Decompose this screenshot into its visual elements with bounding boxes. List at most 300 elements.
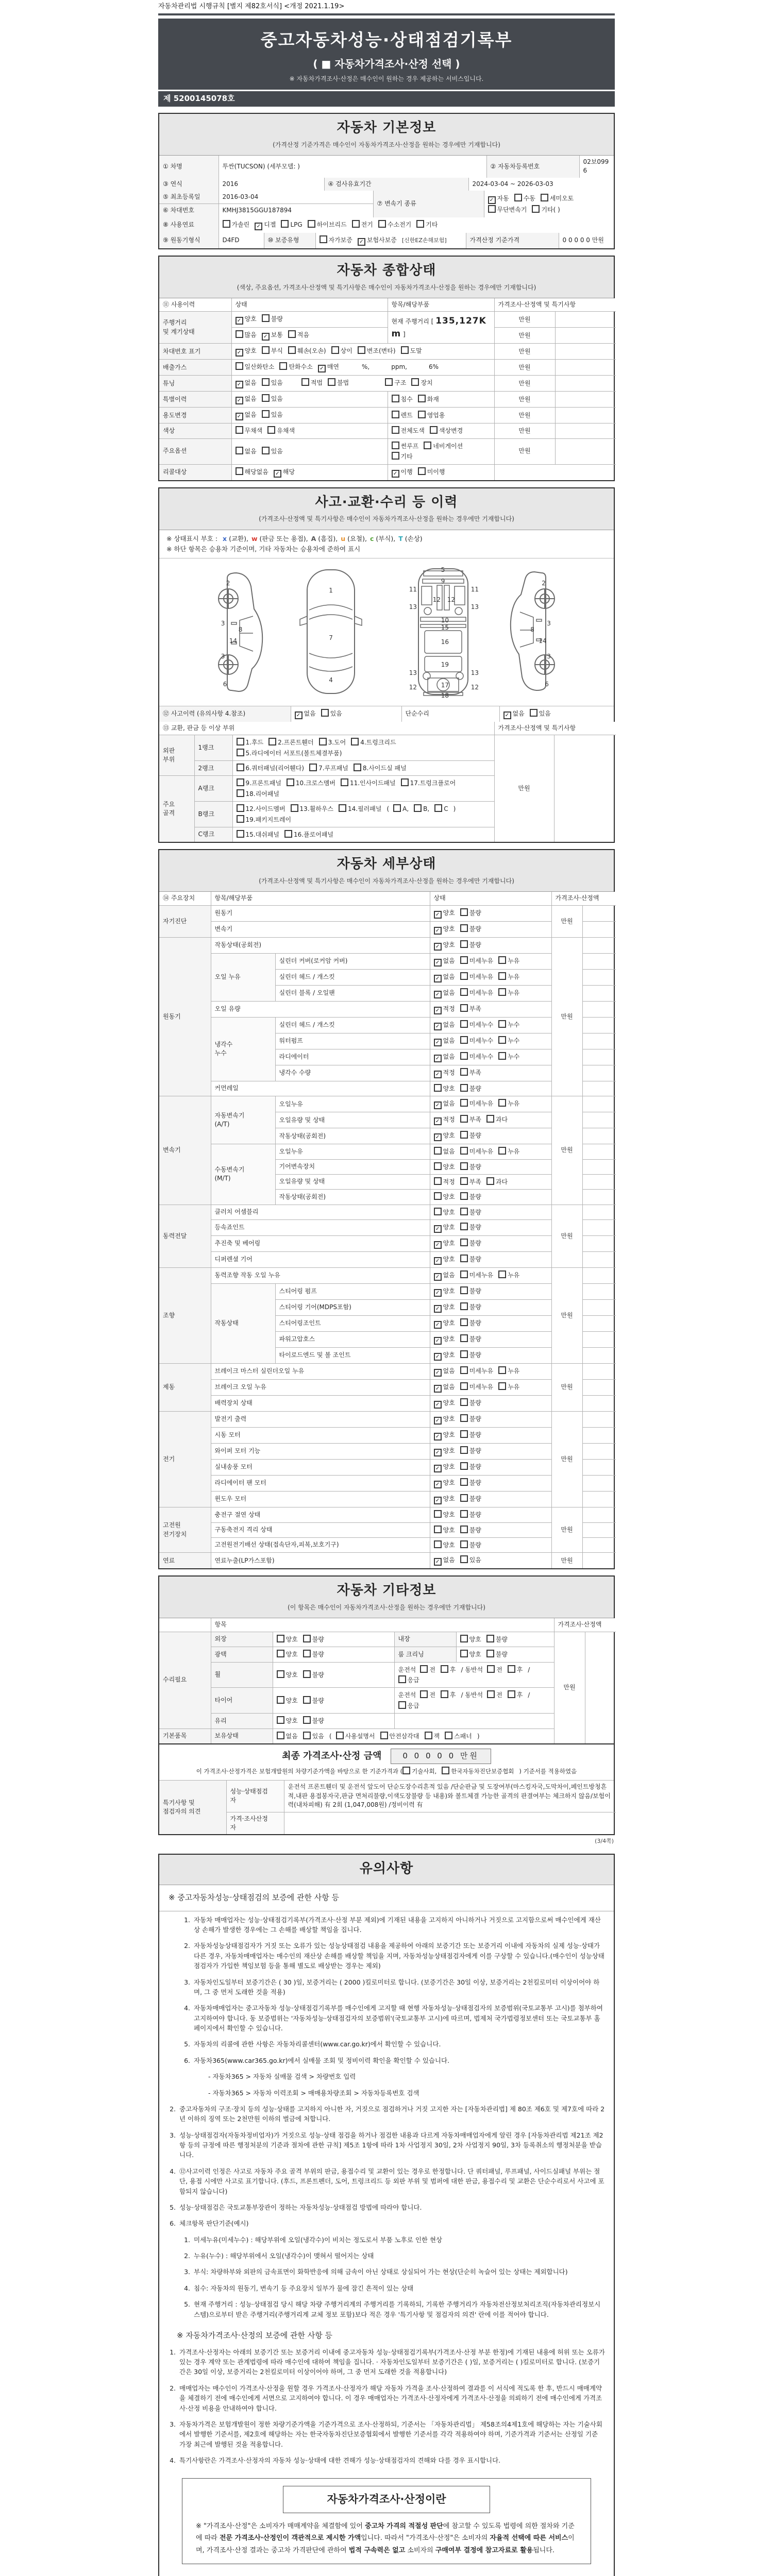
checkbox-미세누유[interactable] — [460, 1366, 493, 1376]
checkbox-전기[interactable] — [352, 220, 373, 229]
checkbox-없음[interactable] — [236, 411, 257, 420]
checkbox-상이[interactable] — [331, 346, 352, 355]
checkbox-적정[interactable] — [434, 1115, 455, 1125]
checkbox-label: 양호 — [285, 1635, 298, 1643]
checkbox-8.사이드실 패널[interactable] — [354, 764, 407, 773]
checkbox-미세누유[interactable] — [460, 956, 493, 965]
checkbox-전체도색[interactable] — [392, 426, 425, 435]
checkbox-있음[interactable] — [303, 1732, 324, 1741]
checkbox-7.루프패널[interactable] — [309, 764, 348, 773]
panel-number: 14 — [539, 637, 547, 645]
checkbox-label: 없음 — [443, 957, 455, 964]
checkbox-불량[interactable] — [460, 1286, 481, 1296]
checkbox-누수[interactable] — [498, 1052, 519, 1061]
checkbox-불량[interactable] — [460, 924, 481, 934]
checkbox-group — [430, 1065, 551, 1081]
checkbox-없음[interactable] — [434, 1367, 455, 1377]
panel-number: 6 — [223, 680, 227, 688]
checkbox-없음[interactable] — [434, 989, 455, 998]
checkbox-양호[interactable] — [434, 1447, 455, 1456]
checkbox-누유[interactable] — [498, 1382, 519, 1392]
checkbox-icon — [237, 830, 244, 838]
checkbox-양호[interactable] — [277, 1650, 298, 1659]
checkbox-양호[interactable] — [434, 1239, 455, 1249]
checkbox-양호[interactable] — [434, 1287, 455, 1297]
checkbox-10.크로스멤버[interactable] — [287, 778, 335, 788]
checkbox-불량[interactable] — [303, 1716, 324, 1725]
checkbox-적정[interactable] — [434, 1177, 455, 1187]
value-cell — [582, 1112, 616, 1128]
checkbox-양호[interactable] — [434, 1510, 455, 1519]
checkbox-없음[interactable] — [434, 1271, 455, 1281]
checkbox-색상변경[interactable] — [430, 426, 463, 435]
value-cell — [582, 1300, 616, 1316]
checkbox-후[interactable] — [441, 1690, 456, 1700]
checkbox-없음[interactable] — [295, 709, 316, 719]
checkbox-후[interactable] — [508, 1690, 523, 1700]
checkbox-양호[interactable] — [434, 1162, 455, 1172]
legend-codes — [220, 535, 423, 543]
acc2-table — [159, 722, 616, 842]
definition-text: 소비자의 — [405, 2546, 435, 2554]
checkbox-매연[interactable] — [318, 363, 339, 372]
checkbox-일산화탄소[interactable] — [236, 362, 275, 371]
checkbox-불량[interactable] — [303, 1670, 324, 1680]
checkbox-적정[interactable] — [434, 1069, 455, 1078]
checkbox-불량[interactable] — [460, 1208, 481, 1217]
value-cell: 2016-03-04 — [219, 191, 373, 204]
checkbox-불량[interactable] — [460, 1540, 481, 1550]
checkbox-2.프론트휀더[interactable] — [268, 738, 313, 747]
checkbox-네비게이션[interactable] — [424, 442, 463, 451]
checkbox-누유[interactable] — [498, 988, 519, 997]
checkbox-없음[interactable] — [434, 1383, 455, 1393]
checkbox-양호[interactable] — [434, 1540, 455, 1550]
section-detail-condition — [158, 849, 615, 1569]
checkbox-무채색[interactable] — [236, 426, 263, 435]
checkbox-icon — [460, 1239, 468, 1246]
checkbox-label: 후 — [449, 1691, 456, 1699]
checkbox-한국자동차진단보증협회[interactable] — [442, 1767, 514, 1776]
checkbox-미세누수[interactable] — [460, 1020, 493, 1029]
checkbox-양호[interactable] — [277, 1635, 298, 1644]
checkbox-없음[interactable] — [434, 1053, 455, 1062]
checkbox-양호[interactable] — [277, 1696, 298, 1705]
checkbox-불량[interactable] — [460, 1414, 481, 1423]
checkbox-없음[interactable] — [434, 1021, 455, 1030]
checkbox-없음[interactable] — [236, 447, 257, 456]
checkbox-썬루프[interactable] — [392, 442, 419, 451]
checkbox-양호[interactable] — [434, 1415, 455, 1425]
checkbox-미세누유[interactable] — [460, 988, 493, 997]
checkbox-불량[interactable] — [460, 1131, 481, 1140]
checkbox-전[interactable] — [487, 1690, 502, 1700]
value-cell — [159, 1618, 211, 1632]
checkbox-label: 9.프론트패널 — [245, 779, 281, 787]
checkbox-18.리어패널[interactable] — [237, 789, 279, 799]
checkbox-label: 해당없음 — [244, 468, 268, 476]
final-price-label: 최종 가격조사·산정 금액 — [282, 1750, 382, 1761]
checkbox-label: 없음 — [244, 379, 257, 387]
checkbox-있음[interactable] — [262, 394, 283, 403]
car-diagram-side-left — [165, 566, 272, 698]
checkbox-A,[interactable] — [393, 804, 409, 814]
checkbox-불량[interactable] — [303, 1650, 324, 1659]
status-code-desc: (교환), — [227, 534, 248, 543]
checkbox-불량[interactable] — [262, 314, 283, 324]
checkbox-B,[interactable] — [414, 804, 429, 814]
checkbox-불량[interactable] — [460, 1302, 481, 1312]
checkbox-19.패키지트레이[interactable] — [237, 815, 292, 824]
checkbox-누유[interactable] — [498, 1099, 519, 1108]
checkbox-group — [273, 1662, 394, 1688]
notice-text: 중고자동차의 구조·장치 등의 성능·상태를 고지하지 아니한 자, 거짓으로 점검하거나 거짓 고지한 자는 [자동차관리법] 제 80조 제6호 및 제7호에 따라 2년 이하의 징역 또는 2천만원 이하의 벌금에 처합니다. — [179, 2105, 605, 2123]
etc-info-table — [159, 1618, 614, 1743]
checkbox-icon — [460, 1635, 468, 1642]
checkbox-무단변속기[interactable] — [488, 205, 527, 214]
label-cell: 제동 — [159, 1364, 211, 1412]
checkbox-있음[interactable] — [262, 410, 283, 419]
checkbox-보통[interactable] — [262, 331, 283, 341]
checkbox-15.대쉬패널[interactable] — [237, 830, 279, 839]
checkbox-group — [388, 464, 494, 480]
checkbox-미이행[interactable] — [418, 467, 445, 477]
checkbox-양호[interactable] — [434, 909, 455, 919]
checkbox-group — [394, 1662, 554, 1688]
checkbox-불량[interactable] — [460, 1084, 481, 1093]
value-cell: 성능·상태점검 자 — [226, 1781, 284, 1812]
checkbox-없음[interactable] — [434, 1147, 455, 1156]
checkbox-자가보증[interactable] — [320, 235, 352, 245]
checkbox-불량[interactable] — [460, 1510, 481, 1519]
checkbox-부족[interactable] — [460, 1115, 481, 1124]
checkbox-적음[interactable] — [288, 330, 309, 340]
checkbox-group — [430, 1300, 551, 1316]
label-cell: ⑫ 사고이력 (유의사항 4.참조) — [159, 706, 291, 722]
checkbox-응급[interactable] — [398, 1675, 419, 1685]
value-cell: 오일유량 및 상태 — [275, 1174, 430, 1189]
checkbox-장치[interactable] — [411, 378, 432, 387]
checkbox-불량[interactable] — [486, 1635, 508, 1644]
checkbox-구조[interactable] — [385, 378, 406, 387]
checkbox-12.사이드멤버[interactable] — [237, 804, 285, 814]
checkbox-불량[interactable] — [460, 1494, 481, 1503]
checkbox-미세누유[interactable] — [460, 972, 493, 981]
checkbox-양호[interactable] — [434, 1223, 455, 1233]
checkbox-icon — [301, 378, 309, 386]
checkbox-양호[interactable] — [434, 1131, 455, 1141]
checkbox-많음[interactable] — [236, 330, 257, 340]
checkbox-불량[interactable] — [460, 1192, 481, 1201]
checkbox-불량[interactable] — [460, 908, 481, 918]
checkbox-전[interactable] — [420, 1665, 435, 1674]
table-row — [159, 921, 616, 937]
checkbox-양호[interactable] — [434, 1192, 455, 1201]
checkbox-label: 있음 — [469, 1556, 481, 1564]
final-price-row — [159, 1743, 614, 1765]
checkbox-탄화수소[interactable] — [279, 362, 312, 371]
checkbox-양호[interactable] — [434, 1399, 455, 1409]
checkbox-3.도어[interactable] — [319, 738, 346, 747]
checkbox-미세누유[interactable] — [460, 1099, 493, 1108]
checkbox-불량[interactable] — [460, 1223, 481, 1232]
checkbox-자동[interactable] — [488, 194, 509, 204]
overall-band — [159, 257, 614, 298]
checkbox-응급[interactable] — [398, 1701, 419, 1710]
checkbox-수소전기[interactable] — [378, 220, 411, 229]
checkbox-누유[interactable] — [498, 1147, 519, 1156]
checkbox-변조(변타)[interactable] — [358, 346, 396, 355]
checkbox-양호[interactable] — [434, 925, 455, 935]
checkbox-icon: ✓ — [503, 711, 511, 719]
checkbox-훼손(오손)[interactable] — [288, 346, 326, 355]
checkbox-부족[interactable] — [460, 1177, 481, 1187]
checkbox-미세누유[interactable] — [460, 1270, 493, 1280]
checkbox-양호[interactable] — [434, 1463, 455, 1472]
checkbox-label: 응급 — [407, 1676, 419, 1684]
value-cell — [582, 1236, 616, 1252]
checkbox-기술사회,[interactable] — [402, 1767, 436, 1776]
checkbox-양호[interactable] — [434, 1495, 455, 1504]
checkbox-누유[interactable] — [498, 956, 519, 965]
checkbox-13.휠하우스[interactable] — [291, 804, 333, 814]
checkbox-화재[interactable] — [418, 395, 439, 404]
table-row — [159, 156, 616, 178]
checkbox-불량[interactable] — [460, 940, 481, 950]
checkbox-적정[interactable] — [434, 1005, 455, 1014]
checkbox-불량[interactable] — [460, 1334, 481, 1344]
checkbox-6.쿼터패널(리어휀다)[interactable] — [237, 764, 305, 773]
checkbox-있음[interactable] — [530, 709, 551, 718]
checkbox-없음[interactable] — [434, 973, 455, 982]
checkbox-양호[interactable] — [434, 1431, 455, 1440]
basic-info-title: 자동차 기본정보 — [337, 120, 436, 135]
checkbox-없음[interactable] — [277, 1732, 298, 1741]
checkbox-없음[interactable] — [236, 379, 257, 388]
checkbox-양호[interactable] — [434, 1255, 455, 1265]
checkbox-icon — [420, 1690, 428, 1698]
checkbox-1.후드[interactable] — [237, 738, 264, 747]
checkbox-가솔린[interactable] — [223, 220, 250, 229]
checkbox-해당[interactable] — [274, 468, 295, 478]
value-cell — [582, 1553, 616, 1569]
checkbox-양호[interactable] — [434, 1351, 455, 1361]
checkbox-후[interactable] — [441, 1665, 456, 1674]
checkbox-label: 적정 — [443, 1005, 455, 1012]
notice-text: 침수: 자동차의 원동기, 변속기 등 주요장치 일부가 물에 잠긴 흔적이 있는 상태 — [194, 2284, 414, 2292]
checkbox-불량[interactable] — [460, 1462, 481, 1471]
checkbox-불법[interactable] — [328, 378, 349, 387]
notice-item — [159, 1937, 614, 1973]
checkbox-양호[interactable] — [434, 1084, 455, 1093]
notice-number: 2. — [184, 1942, 190, 1950]
notice-number: 4. — [170, 2456, 176, 2465]
checkbox-누유[interactable] — [498, 1366, 519, 1376]
checkbox-9.프론트패널[interactable] — [237, 778, 281, 788]
checkbox-label: 화재 — [427, 396, 439, 403]
panel-number: 6 — [545, 680, 549, 688]
value-cell: 오일 누유 — [211, 953, 275, 1001]
checkbox-양호[interactable] — [434, 1208, 455, 1217]
checkbox-불량[interactable] — [460, 1255, 481, 1264]
checkbox-기타( )[interactable] — [532, 205, 560, 214]
checkbox-label: 안전삼각대 — [389, 1732, 419, 1740]
checkbox-양호[interactable] — [434, 1479, 455, 1488]
checkbox-영업용[interactable] — [418, 411, 445, 420]
checkbox-양호[interactable] — [434, 1335, 455, 1345]
checkbox-icon — [288, 330, 296, 338]
checkbox-4.트렁크리드[interactable] — [351, 738, 396, 747]
checkbox-부식[interactable] — [262, 346, 283, 355]
checkbox-렌트[interactable] — [392, 411, 413, 420]
checkbox-스패너[interactable] — [445, 1732, 472, 1741]
checkbox-label: 누수 — [508, 1021, 520, 1028]
checkbox-부족[interactable] — [460, 1004, 481, 1013]
checkbox-보험사보증[interactable] — [358, 236, 397, 246]
checkbox-불량[interactable] — [460, 1318, 481, 1328]
checkbox-label: 많음 — [244, 331, 257, 339]
checkbox-기타[interactable] — [416, 220, 438, 229]
checkbox-불량[interactable] — [486, 1650, 508, 1659]
checkbox-label: 세미오토 — [549, 194, 574, 202]
checkbox-group — [430, 1112, 551, 1128]
table-row — [159, 360, 616, 376]
checkbox-14.필러패널[interactable] — [339, 804, 381, 814]
checkbox-적법[interactable] — [301, 378, 323, 387]
checkbox-양호[interactable] — [277, 1670, 298, 1680]
checkbox-양호[interactable] — [434, 1526, 455, 1535]
checkbox-이행[interactable] — [392, 468, 413, 478]
checkbox-양호[interactable] — [434, 1303, 455, 1313]
basic-info-row-3 — [159, 191, 614, 217]
checkbox-양호[interactable] — [236, 347, 257, 357]
checkbox-있음[interactable] — [262, 447, 283, 456]
value-cell: 라디에이터 — [275, 1049, 430, 1065]
checkbox-icon — [267, 426, 275, 434]
checkbox-잭[interactable] — [425, 1732, 440, 1741]
checkbox-icon — [460, 1494, 468, 1502]
checkbox-16.플로어패널[interactable] — [284, 830, 333, 839]
checkbox-icon: ✓ — [358, 238, 365, 246]
checkbox-icon — [460, 1052, 468, 1060]
checkbox-icon — [508, 1665, 515, 1673]
checkbox-디젤[interactable] — [255, 221, 276, 230]
checkbox-미세누수[interactable] — [460, 1036, 493, 1045]
checkbox-없음[interactable] — [236, 395, 257, 404]
checkbox-있음[interactable] — [460, 1555, 481, 1565]
checkbox-없음[interactable] — [503, 709, 525, 719]
checkbox-icon — [434, 1540, 442, 1548]
value-cell: 만원 — [551, 1205, 582, 1267]
checkbox-과다[interactable] — [486, 1177, 508, 1187]
legend-note: ※ 하단 항목은 승용차 기준이며, 기타 자동차는 승용차에 준하여 표시 — [159, 545, 614, 558]
checkbox-불량[interactable] — [460, 1350, 481, 1360]
checkbox-없음[interactable] — [434, 1037, 455, 1046]
checkbox-안전삼각대[interactable] — [380, 1732, 419, 1741]
checkbox-icon — [460, 1366, 468, 1374]
value-cell: 가격조사·산정액 및 특기사항 — [494, 298, 616, 312]
checkbox-사용설명서[interactable] — [336, 1732, 375, 1741]
checkbox-LPG[interactable] — [281, 220, 302, 229]
checkbox-후[interactable] — [508, 1665, 523, 1674]
panel-number: 8 — [238, 625, 243, 633]
checkbox-미세누유[interactable] — [460, 1147, 493, 1156]
definition-emphasis: 자율적 선택에 따른 서비스 — [490, 2534, 568, 2543]
checkbox-양호[interactable] — [434, 941, 455, 951]
checkbox-미세누유[interactable] — [460, 1382, 493, 1392]
checkbox-17.트렁크플로어[interactable] — [401, 778, 456, 788]
checkbox-불량[interactable] — [460, 1398, 481, 1408]
checkbox-불량[interactable] — [460, 1526, 481, 1535]
checkbox-icon — [303, 1696, 311, 1704]
checkbox-부족[interactable] — [460, 1068, 481, 1077]
table-row — [159, 438, 616, 464]
checkbox-label: 없음 — [443, 1272, 455, 1279]
checkbox-C[interactable] — [434, 804, 448, 814]
checkbox-group — [430, 1507, 551, 1522]
checkbox-양호[interactable] — [460, 1635, 481, 1644]
checkbox-label: 미세누수 — [469, 1053, 494, 1060]
checkbox-불량[interactable] — [460, 1162, 481, 1172]
checkbox-양호[interactable] — [236, 315, 257, 325]
checkbox-있음[interactable] — [321, 709, 342, 718]
checkbox-icon: ✓ — [434, 1055, 442, 1062]
checkbox-불량[interactable] — [303, 1696, 324, 1705]
checkbox-있음[interactable] — [262, 378, 283, 387]
checkbox-없음[interactable] — [434, 957, 455, 967]
checkbox-group — [430, 1144, 551, 1159]
checkbox-11.인사이드패널[interactable] — [341, 778, 396, 788]
checkbox-과다[interactable] — [486, 1115, 508, 1124]
checkbox-해당없음[interactable] — [236, 467, 268, 477]
checkbox-도말[interactable] — [401, 346, 422, 355]
checkbox-없음[interactable] — [434, 1556, 455, 1566]
checkbox-불량[interactable] — [303, 1635, 324, 1644]
checkbox-미세누수[interactable] — [460, 1052, 493, 1061]
checkbox-5.라디에이터 서포트(볼트체결부품)[interactable] — [237, 749, 342, 758]
checkbox-누수[interactable] — [498, 1036, 519, 1045]
basic5-table — [159, 233, 616, 248]
notice-item — [159, 1999, 614, 2036]
checkbox-불량[interactable] — [460, 1430, 481, 1439]
checkbox-양호[interactable] — [460, 1650, 481, 1659]
checkbox-양호[interactable] — [434, 1319, 455, 1329]
checkbox-없음[interactable] — [434, 1099, 455, 1109]
checkbox-group — [388, 392, 494, 408]
basic-info-row-5 — [159, 233, 614, 248]
checkbox-icon — [418, 467, 426, 475]
checkbox-전[interactable] — [487, 1665, 502, 1674]
checkbox-불량[interactable] — [460, 1446, 481, 1455]
checkbox-유채색[interactable] — [267, 426, 295, 435]
checkbox-label: 불량 — [469, 1287, 481, 1295]
checkbox-하이브리드[interactable] — [308, 220, 347, 229]
checkbox-수동[interactable] — [514, 194, 535, 203]
checkbox-누수[interactable] — [498, 1020, 519, 1029]
panel-number: 2 — [542, 579, 546, 587]
checkbox-불량[interactable] — [460, 1239, 481, 1248]
checkbox-기타[interactable] — [392, 452, 413, 461]
checkbox-불량[interactable] — [460, 1478, 481, 1487]
checkbox-group — [430, 1096, 551, 1112]
value-cell: 커먼레일 — [211, 1081, 430, 1096]
checkbox-누유[interactable] — [498, 1270, 519, 1280]
checkbox-전[interactable] — [420, 1690, 435, 1700]
checkbox-누유[interactable] — [498, 972, 519, 981]
checkbox-세미오토[interactable] — [541, 194, 574, 203]
checkbox-침수[interactable] — [392, 395, 413, 404]
checkbox-양호[interactable] — [277, 1716, 298, 1725]
